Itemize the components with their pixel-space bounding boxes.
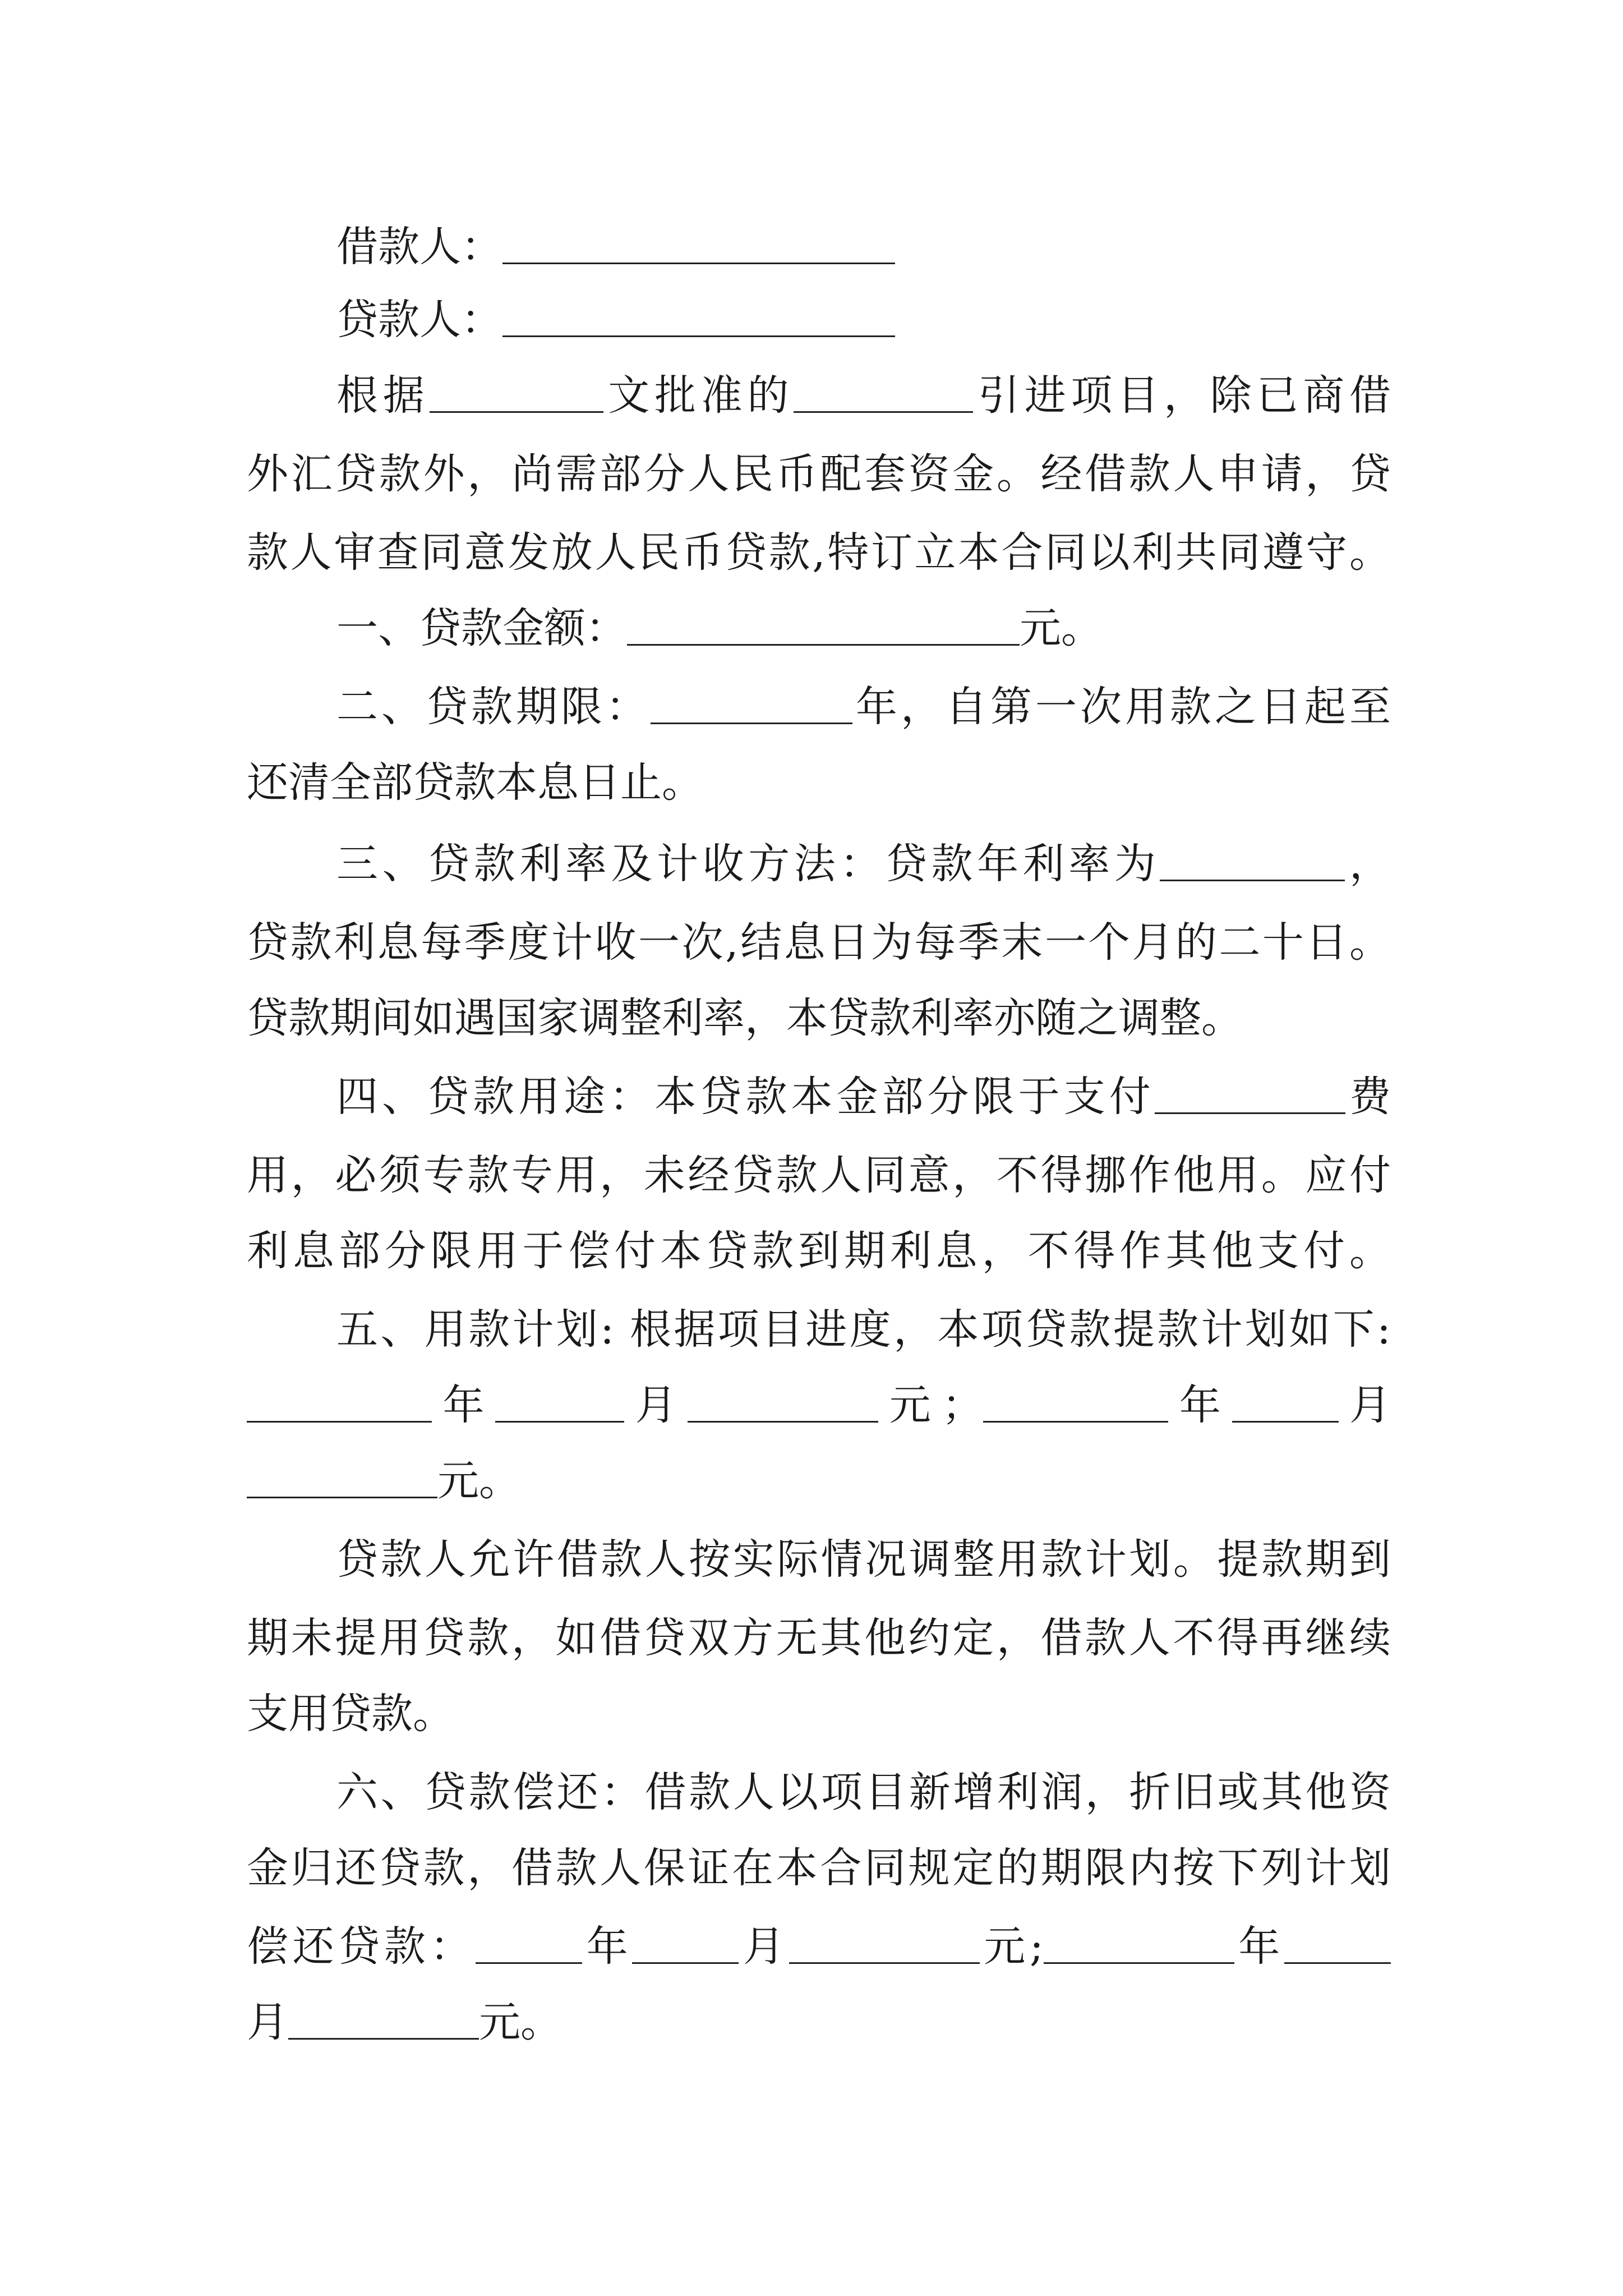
intro-text-1: 根据	[336, 371, 430, 420]
plan-month-blank-2	[1232, 1382, 1339, 1423]
intro-line-1	[336, 362, 1391, 429]
adjust-line-3: 支用贷款。	[247, 1690, 454, 1738]
section-4-purpose-line-1	[336, 1063, 1391, 1130]
repay-month-blank-2	[1284, 1923, 1391, 1964]
section-5-plan-line-1: 五、用款计划: 根据项目进度，本项贷款提款计划如下:	[336, 1305, 1391, 1354]
plan-month-1: 月	[624, 1381, 688, 1429]
section-5-plan-line-2	[247, 1372, 1391, 1439]
lender-blank	[502, 296, 895, 337]
lender-line	[336, 286, 1391, 353]
term-text: 年，自第一次用款之日起至	[852, 683, 1391, 731]
amount-blank	[627, 605, 1020, 646]
plan-year-blank-1	[247, 1382, 432, 1423]
section-5-plan-line-3	[247, 1447, 1391, 1515]
section-4-purpose-line-3: 利息部分限用于偿付本贷款到期利息，不得作其他支付。	[247, 1227, 1391, 1275]
purpose-blank	[1155, 1073, 1345, 1114]
plan-month-blank-1	[495, 1382, 624, 1423]
plan-amount-blank-2	[247, 1457, 437, 1498]
section-3-rate-line-2: 贷款利息每季度计收一次,结息日为每季末一个月的二十日。	[247, 918, 1391, 967]
intro-text-3: 引进项目，除已商借	[973, 371, 1391, 420]
repay-month-blank-1	[632, 1923, 739, 1964]
plan-month-2: 月	[1338, 1381, 1391, 1429]
section-6-repay-line-3	[247, 1913, 1391, 1980]
section-6-repay-line-1: 六、贷款偿还：借款人以项目新增利润，折旧或其他资	[336, 1768, 1391, 1816]
plan-year-1: 年	[432, 1381, 496, 1429]
intro-text-2: 文批准的	[603, 371, 794, 420]
rate-blank	[1160, 840, 1345, 881]
section-4-purpose-line-2: 用，必须专款专用，未经贷款人同意，不得挪作他用。应付	[247, 1151, 1391, 1199]
section-2-term-line-2: 还清全部贷款本息日止。	[247, 758, 703, 807]
term-blank	[651, 683, 852, 724]
repay-label: 偿还贷款：	[247, 1922, 476, 1971]
amount-label: 一、贷款金额：	[336, 604, 627, 652]
project-name-blank	[794, 372, 973, 413]
repay-year-blank-1	[476, 1923, 582, 1964]
plan-yuan-2: 元。	[437, 1457, 520, 1505]
purpose-fee: 费	[1345, 1073, 1391, 1121]
section-3-rate-line-3: 贷款期间如遇国家调整利率，本贷款利率亦随之调整。	[247, 994, 1243, 1042]
intro-line-2: 外汇贷款外，尚需部分人民币配套资金。经借款人申请，贷	[247, 450, 1391, 498]
repay-amount-blank-1	[789, 1923, 980, 1964]
plan-amount-blank-1	[688, 1382, 878, 1423]
plan-year-blank-2	[983, 1382, 1168, 1423]
repay-yuan-1: 元;	[979, 1922, 1044, 1971]
repay-month-1: 月	[739, 1922, 789, 1971]
repay-year-1: 年	[582, 1922, 633, 1971]
borrower-line	[336, 213, 1391, 280]
plan-yuan-1: 元；	[878, 1381, 984, 1429]
section-6-repay-line-4	[247, 1989, 1391, 2056]
borrower-blank	[502, 223, 895, 264]
borrower-label: 借款人：	[336, 223, 502, 271]
rate-label: 三、贷款利率及计收方法：贷款年利率为	[336, 840, 1160, 888]
purpose-label: 四、贷款用途：本贷款本金部分限于支付	[336, 1073, 1155, 1121]
section-2-term-line-1	[336, 673, 1391, 740]
repay-amount-blank-2	[288, 1999, 479, 2040]
section-1-amount	[336, 595, 1391, 662]
intro-line-3: 款人审查同意发放人民币贷款,特订立本合同以利共同遵守。	[247, 528, 1391, 577]
section-6-repay-line-2: 金归还贷款，借款人保证在本合同规定的期限内按下列计划	[247, 1844, 1391, 1892]
repay-yuan-2: 元。	[479, 1998, 562, 2046]
section-3-rate-line-1	[336, 830, 1391, 898]
term-label: 二、贷款期限：	[336, 683, 651, 731]
adjust-line-1: 贷款人允许借款人按实际情况调整用款计划。提款期到	[336, 1535, 1391, 1584]
approval-doc-blank	[430, 372, 603, 413]
plan-year-2: 年	[1168, 1381, 1232, 1429]
lender-label: 贷款人：	[336, 296, 502, 344]
repay-year-blank-2	[1044, 1923, 1234, 1964]
adjust-line-2: 期未提用贷款，如借贷双方无其他约定，借款人不得再继续	[247, 1614, 1391, 1662]
repay-month-2: 月	[247, 1998, 288, 2046]
rate-comma: ，	[1345, 840, 1391, 888]
repay-year-2: 年	[1234, 1922, 1285, 1971]
amount-unit: 元。	[1020, 604, 1103, 652]
